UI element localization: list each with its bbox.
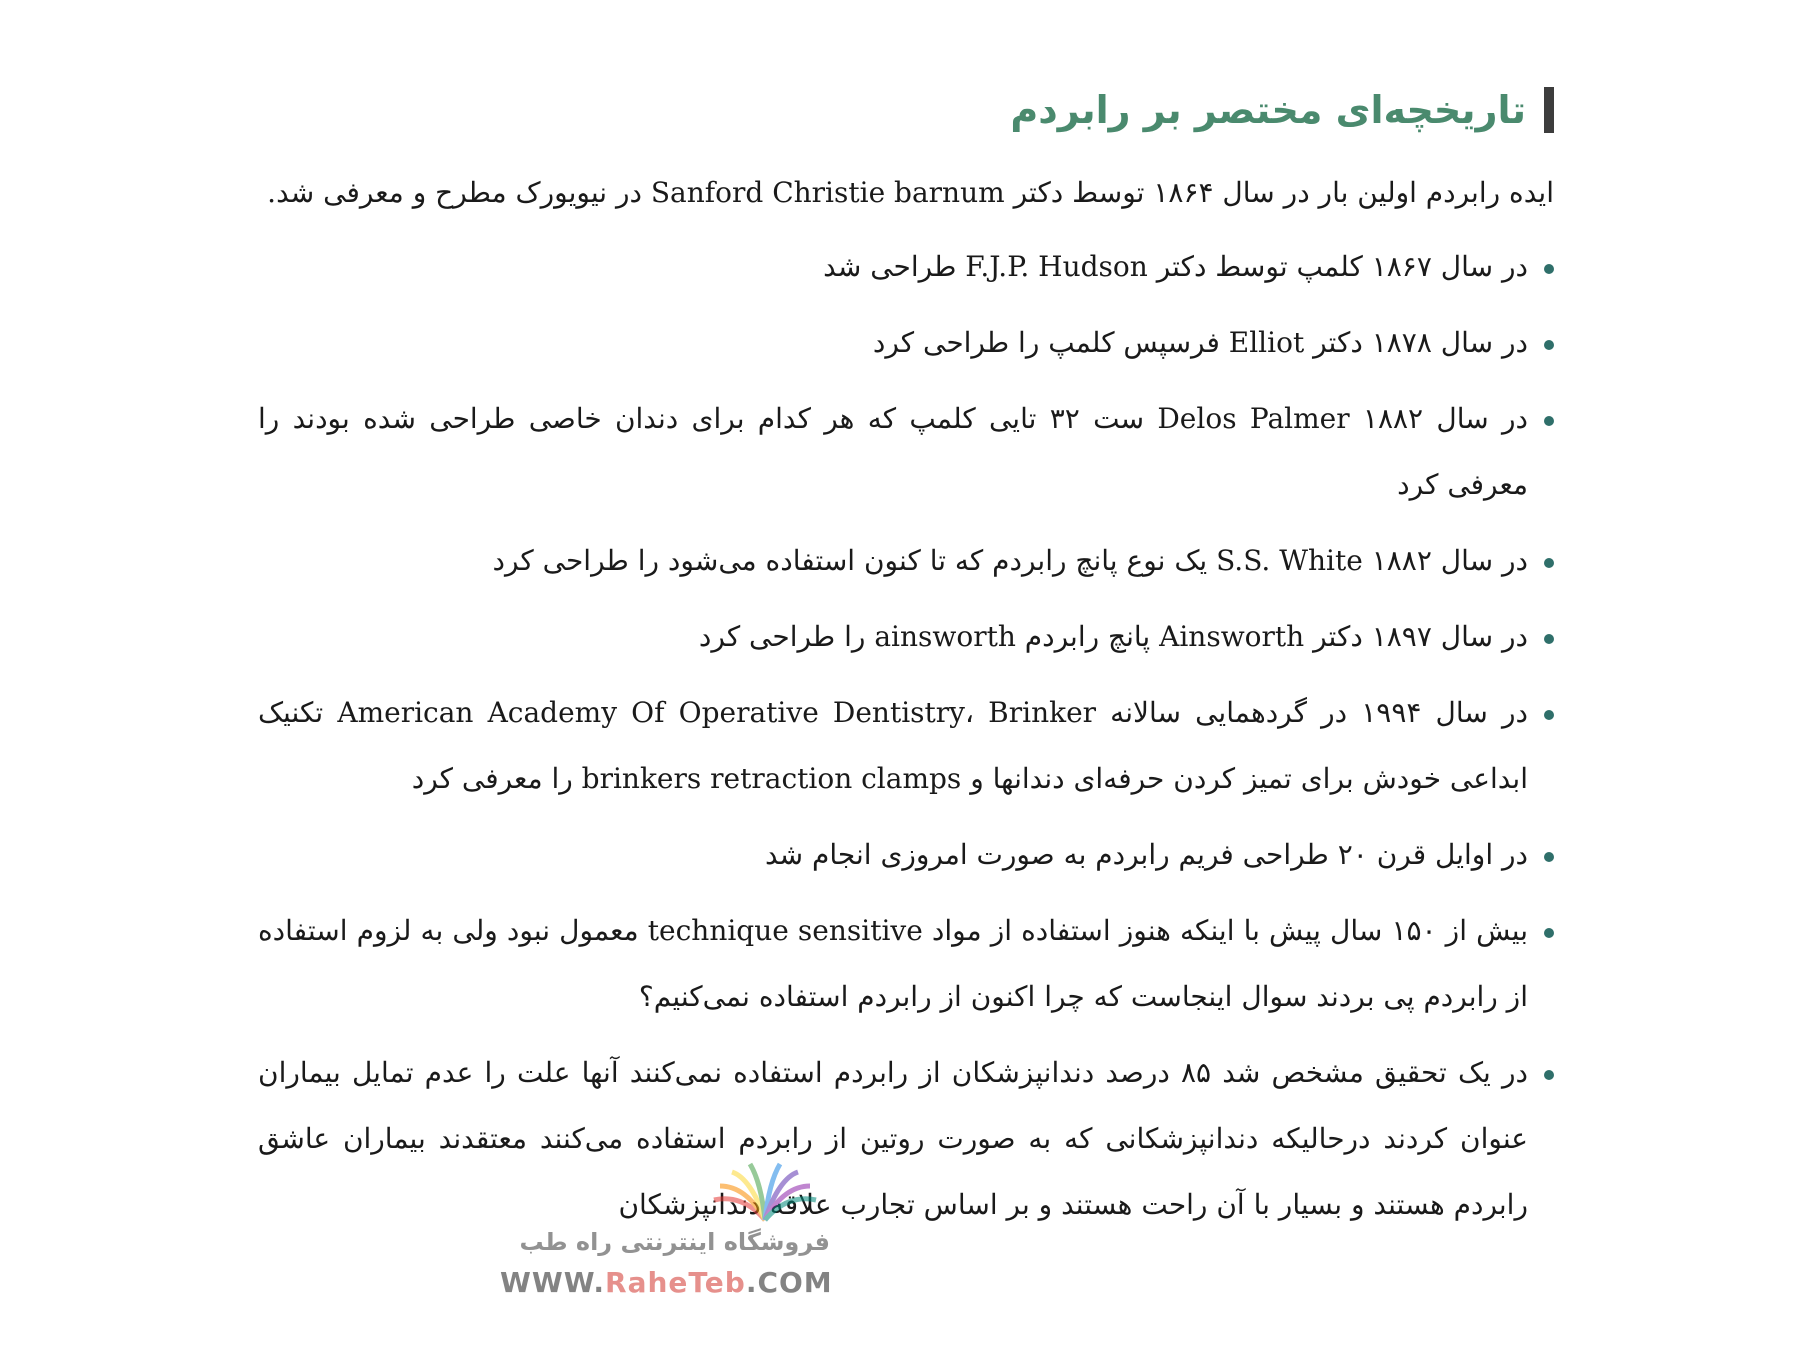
intro-paragraph: ایده رابردم اولین بار در سال ۱۸۶۴ توسط دکتر Sanford Christie barnum در نیویورک مطرح و معرفی شد. (267, 176, 1554, 209)
list-item-text: در سال ۱۸۹۷ دکتر Ainsworth پانچ رابردم ainsworth را طراحی کرد (698, 620, 1528, 653)
list-item (258, 528, 1554, 594)
bullet-icon (1544, 416, 1554, 426)
list-item (258, 1040, 1554, 1238)
bullet-icon (1544, 634, 1554, 644)
bullet-icon (1544, 1070, 1554, 1080)
list-item (258, 310, 1554, 376)
list-item-text: در سال ۱۸۷۸ دکتر Elliot فرسپس کلمپ را طراحی کرد (872, 326, 1528, 359)
heading-title: تاریخچه‌ای مختصر بر رابردم (1010, 88, 1526, 132)
watermark-store-name: فروشگاه اینترنتی راه طب (519, 1228, 830, 1256)
list-item (258, 898, 1554, 1030)
watermark-url-prefix: WWW. (500, 1266, 606, 1299)
bullet-icon (1544, 558, 1554, 568)
list-item-text: در سال ۱۸۶۷ کلمپ توسط دکتر F.J.P. Hudson طراحی شد (823, 250, 1528, 283)
heading-bar (1544, 87, 1554, 133)
bullet-icon (1544, 852, 1554, 862)
bullet-icon (1544, 710, 1554, 720)
bullet-icon (1544, 264, 1554, 274)
list-item-text: در سال ۱۸۸۲ S.S. White یک نوع پانچ رابردم که تا کنون استفاده می‌شود را طراحی کرد (492, 544, 1528, 577)
list-item-text: در اوایل قرن ۲۰ طراحی فریم رابردم به صورت امروزی انجام شد (764, 838, 1528, 871)
list-item-text: در سال ۱۹۹۴ در گردهمایی سالانه American Academy Of Operative Dentistry، Brinker تکنیک ابداعی خودش برای تمیز کردن حرفه‌ای دندانها و brinkers retraction clamps را معرفی کرد (258, 696, 1528, 795)
list-item (258, 604, 1554, 670)
watermark-url-brand: RaheTeb (605, 1266, 746, 1299)
history-list (258, 234, 1554, 1238)
list-item-text: بیش از ۱۵۰ سال پیش با اینکه هنوز استفاده از مواد technique sensitive معمول نبود ولی به لزوم استفاده از رابردم پی بردند سوال اینجاست که چرا اکنون از رابردم استفاده نمی‌کنیم؟ (258, 914, 1529, 1013)
list-item-text: در یک تحقیق مشخص شد ۸۵ درصد دندانپزشکان از رابردم استفاده نمی‌کنند آنها علت را عدم تمایل بیماران عنوان کردند درحالیکه دندانپزشکانی که به صورت روتین از رابردم استفاده می‌کنند معتقدند بیماران عاشق رابردم هستند و بسیار با آن راحت هستند و بر اساس تجارب علاقه دندانپزشکان (258, 1056, 1528, 1221)
list-item (258, 386, 1554, 518)
document-page (258, 80, 1554, 1330)
list-item (258, 680, 1554, 812)
list-item (258, 822, 1554, 888)
section-heading (258, 80, 1554, 140)
watermark-url-suffix: .COM (745, 1266, 833, 1299)
bullet-icon (1544, 928, 1554, 938)
bullet-icon (1544, 340, 1554, 350)
list-item (258, 234, 1554, 300)
list-item-text: در سال ۱۸۸۲ Delos Palmer ست ۳۲ تایی کلمپ که هر کدام برای دندان خاصی طراحی شده بودند را معرفی کرد (258, 402, 1529, 501)
